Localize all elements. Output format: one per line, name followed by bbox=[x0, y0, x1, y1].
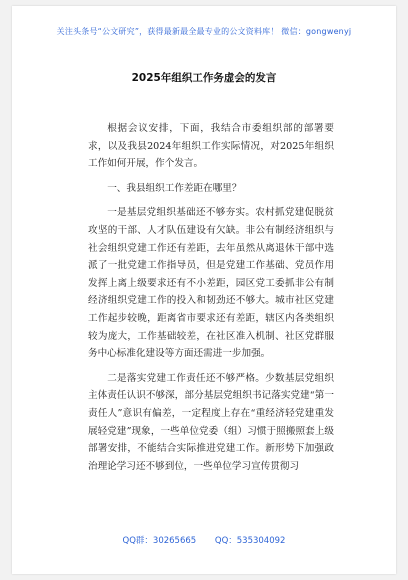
document-body bbox=[88, 120, 334, 482]
paragraph-point-one: 一是基层党组织基础还不够夯实。农村抓党建促脱贫攻坚的干部、人才队伍建设有欠缺。非公有制经济组织与社会组织党建工作还有差距，去年虽然从离退休干部中选派了一批党建工作指导员，但是党建工作基础、党员作用发挥上离上级要求还有不小差距，园区党工委抓非公有制经济组织党建工作的投入和韧劲还不够大。城市社区党建工作起步较晚，距离省市要求还有差距，辖区内各类组织较为庞大，工作基础较差，在社区准入机制、社区党群服务中心标准化建设等方面还需进一步加强。 bbox=[88, 207, 334, 360]
document-title: 2025年组织工作务虚会的发言 bbox=[131, 72, 277, 84]
document-page bbox=[12, 6, 396, 574]
paragraph-intro: 根据会议安排，下面，我结合市委组织部的部署要求，以及我县2024年组织工作实际情况，对2025年组织工作如何开展，作个发言。 bbox=[88, 123, 334, 170]
paragraph-point-two: 二是落实党建工作责任还不够严格。少数基层党组织主体责任认识不够深，部分基层党组织书记落实党建“第一责任人”意识有偏差，一定程度上存在“重经济轻党建重发展轻党建”现象，一些单位党委（组）习惯于照搬照套上级部署安排，不能结合实际推进党建工作。新形势下加强政治理论学习还不够到位，一些单位学习宣传贯彻习 bbox=[88, 372, 334, 472]
header-banner: 关注头条号“公文研究”，获得最新最全最专业的公文资料库！ 微信：gongwenyj bbox=[56, 27, 352, 36]
footer-qq-group: QQ群：30265665 bbox=[122, 536, 197, 546]
footer-banner bbox=[12, 534, 396, 546]
footer-qq: QQ：535304092 bbox=[214, 536, 286, 546]
section-heading: 一、我县组织工作差距在哪里？ bbox=[107, 182, 242, 194]
